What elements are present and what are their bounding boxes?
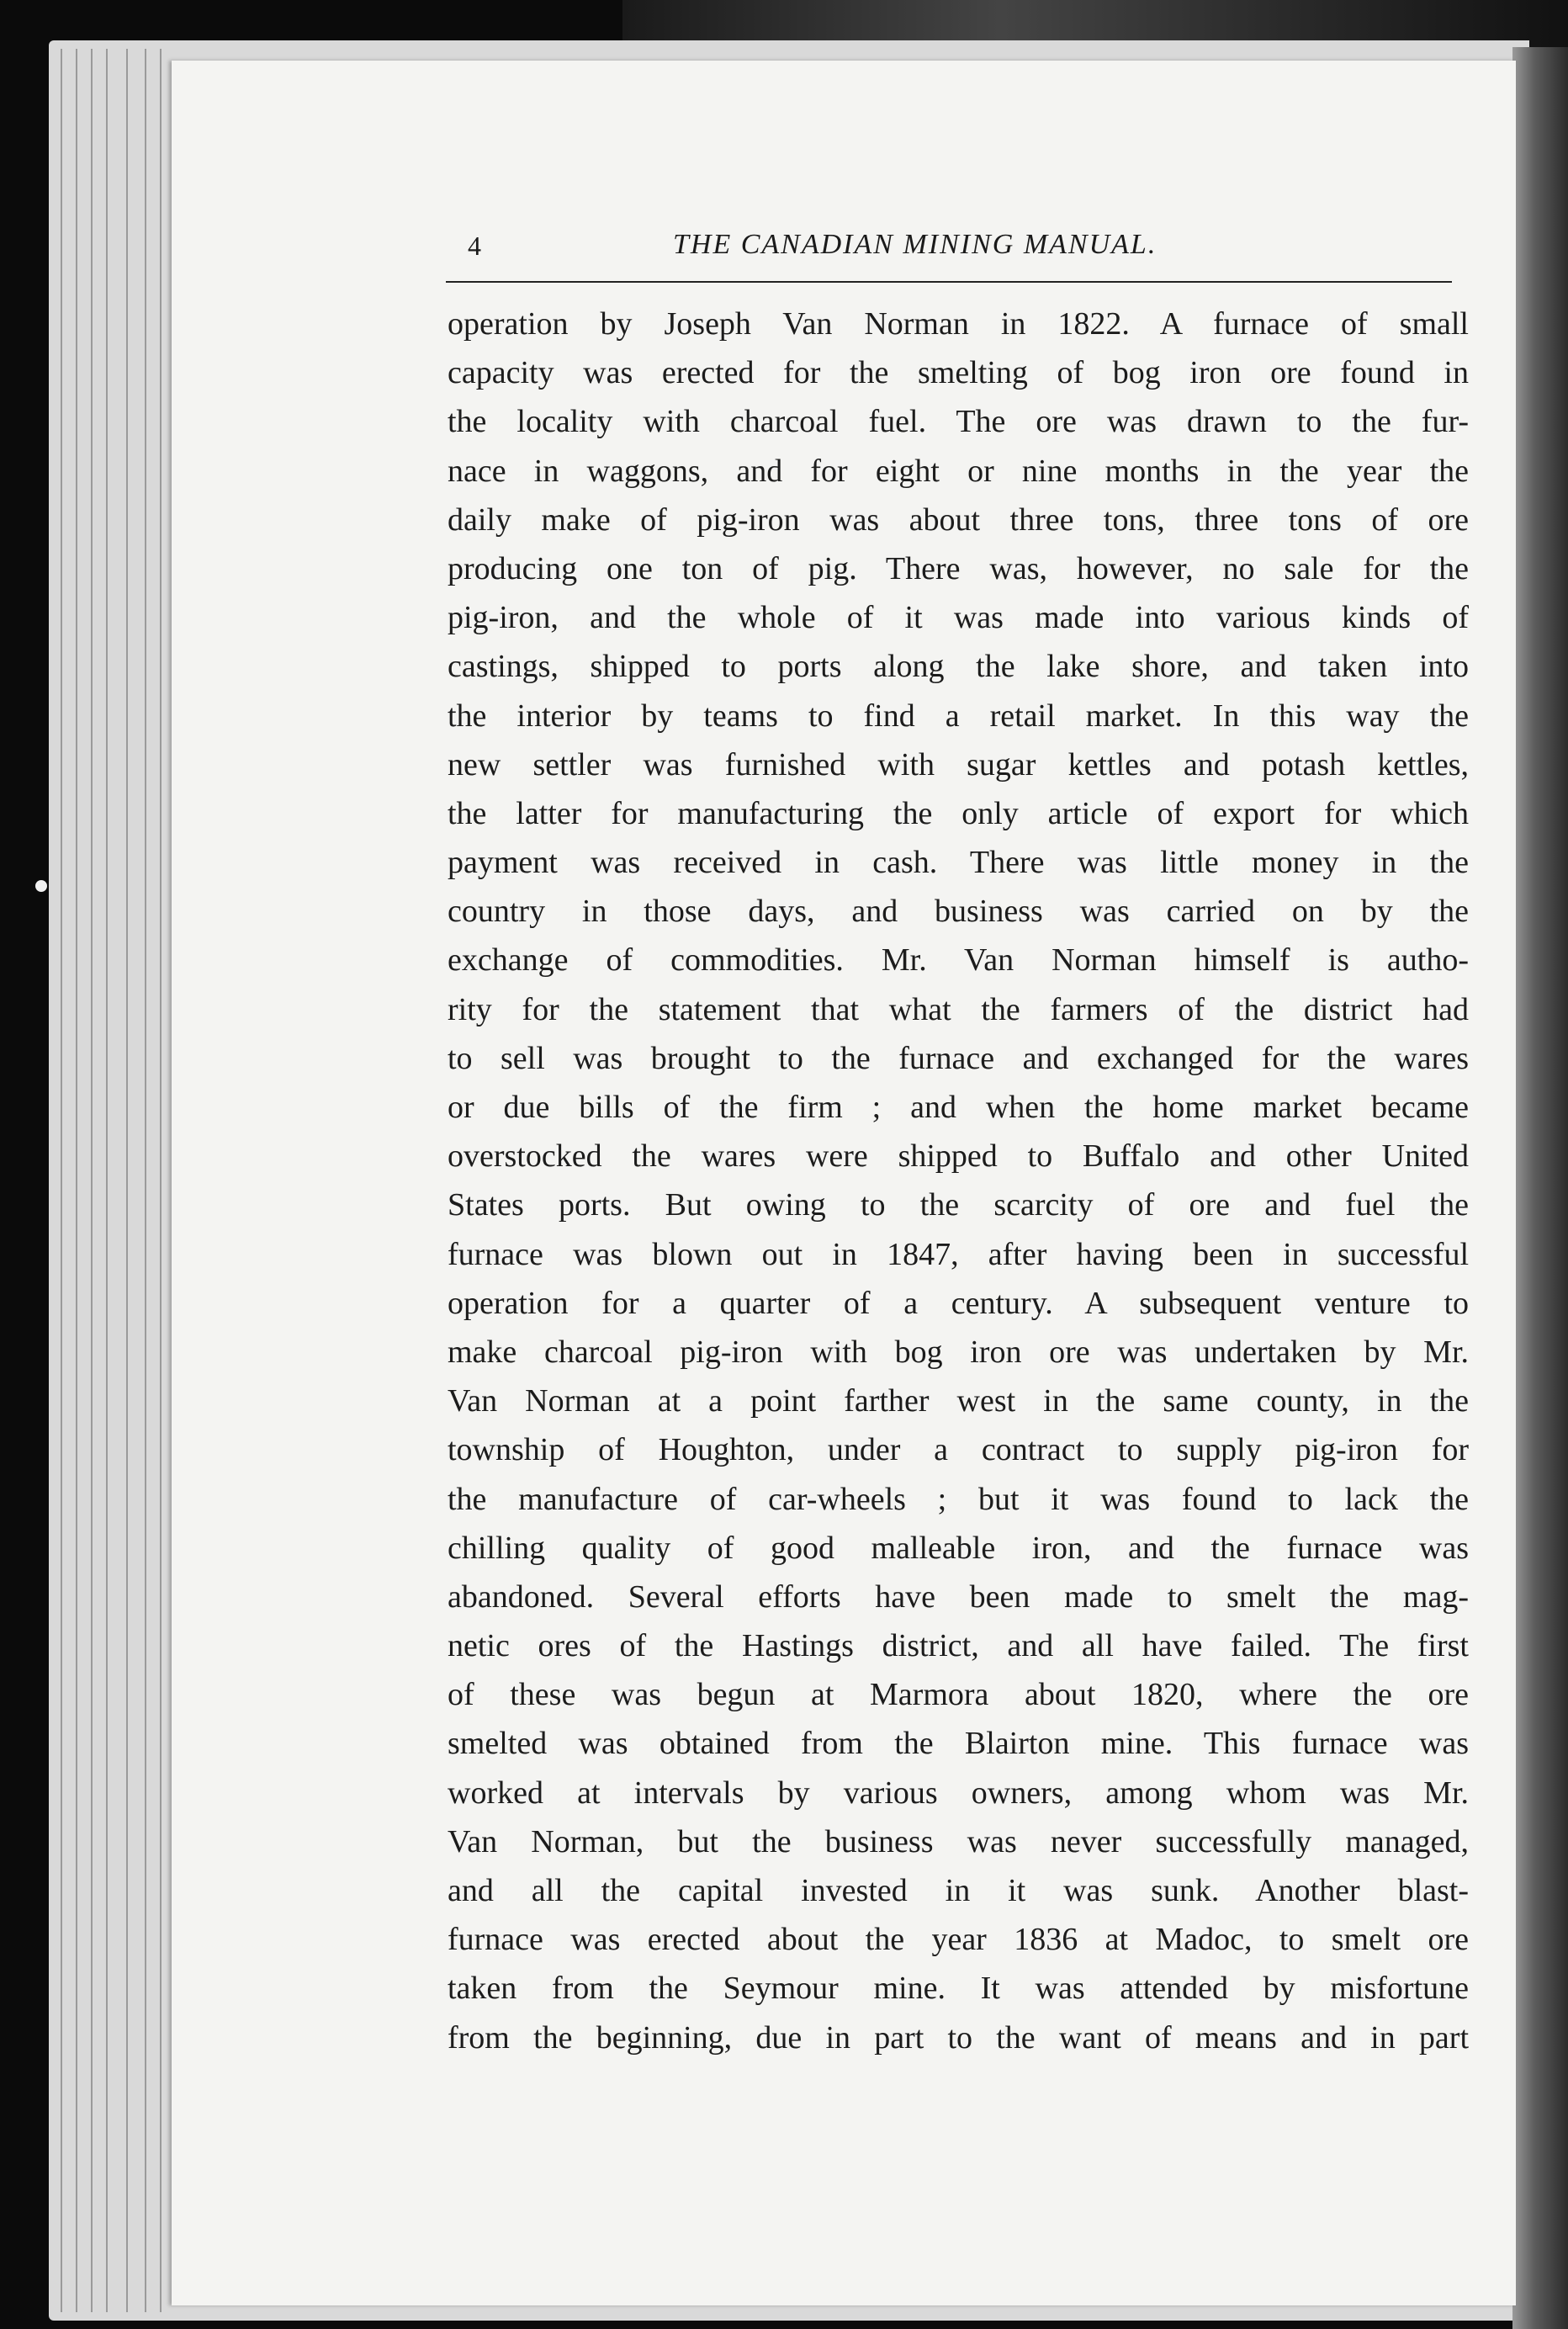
page-number: 4: [468, 231, 481, 261]
text-line: abandoned. Several efforts have been made to smelt the mag-: [448, 1578, 1469, 1615]
text-line: taken from the Seymour mine. It was attended by misfortune: [448, 1971, 1469, 2007]
book-gutter-shadow: [1512, 47, 1568, 2329]
page-header: [274, 225, 1452, 276]
text-line: worked at intervals by various owners, among whom was Mr.: [448, 1775, 1469, 1811]
text-line: producing one ton of pig. There was, however, no sale for the: [448, 550, 1469, 586]
body-text: [448, 300, 1469, 2062]
text-line: daily make of pig-iron was about three tons, three tons of ore: [448, 501, 1469, 538]
text-line: States ports. But owing to the scarcity of ore and fuel the: [448, 1187, 1469, 1223]
text-line: the locality with charcoal fuel. The ore was drawn to the fur-: [448, 404, 1469, 440]
text-line: from the beginning, due in part to the want of means and in part: [448, 2019, 1469, 2056]
text-line: castings, shipped to ports along the lake shore, and taken into: [448, 649, 1469, 685]
text-line: rity for the statement that what the farmers of the district had: [448, 991, 1469, 1027]
text-line: operation for a quarter of a century. A subsequent venture to: [448, 1285, 1469, 1321]
text-line: the latter for manufacturing the only article of export for which: [448, 795, 1469, 831]
page-edge-line: [106, 49, 108, 2312]
text-line: Van Norman, but the business was never successfully managed,: [448, 1823, 1469, 1859]
page-edge-line: [76, 49, 77, 2312]
text-line: Van Norman at a point farther west in the same county, in the: [448, 1383, 1469, 1419]
running-title: THE CANADIAN MINING MANUAL.: [673, 229, 1157, 260]
text-line: payment was received in cash. There was little money in the: [448, 845, 1469, 881]
text-line: the manufacture of car-wheels ; but it was found to lack the: [448, 1481, 1469, 1517]
text-line: of these was begun at Marmora about 1820, where the ore: [448, 1677, 1469, 1713]
text-line: smelted was obtained from the Blairton mine. This furnace was: [448, 1726, 1469, 1762]
text-line: the interior by teams to find a retail market. In this way the: [448, 698, 1469, 734]
page-edge-line: [91, 49, 93, 2312]
page-edge-line: [145, 49, 146, 2312]
page-edge-line: [160, 49, 162, 2312]
text-line: and all the capital invested in it was sunk. Another blast-: [448, 1873, 1469, 1908]
text-line: operation by Joseph Van Norman in 1822. A furnace of small: [448, 306, 1469, 342]
scan-speck: [35, 880, 47, 892]
text-line: or due bills of the firm ; and when the home market became: [448, 1090, 1469, 1125]
text-line: exchange of commodities. Mr. Van Norman himself is autho-: [448, 942, 1469, 979]
text-line: to sell was brought to the furnace and exchanged for the wares: [448, 1040, 1469, 1076]
text-line: country in those days, and business was carried on by the: [448, 894, 1469, 930]
text-line: furnace was blown out in 1847, after having been in successful: [448, 1236, 1469, 1272]
page-edge-line: [126, 49, 128, 2312]
text-line: capacity was erected for the smelting of bog iron ore found in: [448, 355, 1469, 391]
text-line: furnace was erected about the year 1836 at Madoc, to smelt ore: [448, 1922, 1469, 1958]
text-line: make charcoal pig-iron with bog iron ore was undertaken by Mr.: [448, 1334, 1469, 1370]
text-line: chilling quality of good malleable iron, and the furnace was: [448, 1530, 1469, 1566]
text-line: overstocked the wares were shipped to Buffalo and other United: [448, 1138, 1469, 1175]
text-line: pig-iron, and the whole of it was made into various kinds of: [448, 600, 1469, 636]
text-line: netic ores of the Hastings district, and all have failed. The first: [448, 1628, 1469, 1664]
text-line: township of Houghton, under a contract to supply pig-iron for: [448, 1432, 1469, 1468]
text-line: new settler was furnished with sugar kettles and potash kettles,: [448, 746, 1469, 783]
page-edge-line: [61, 49, 62, 2312]
header-rule: [446, 281, 1452, 283]
text-line: nace in waggons, and for eight or nine months in the year the: [448, 453, 1469, 489]
